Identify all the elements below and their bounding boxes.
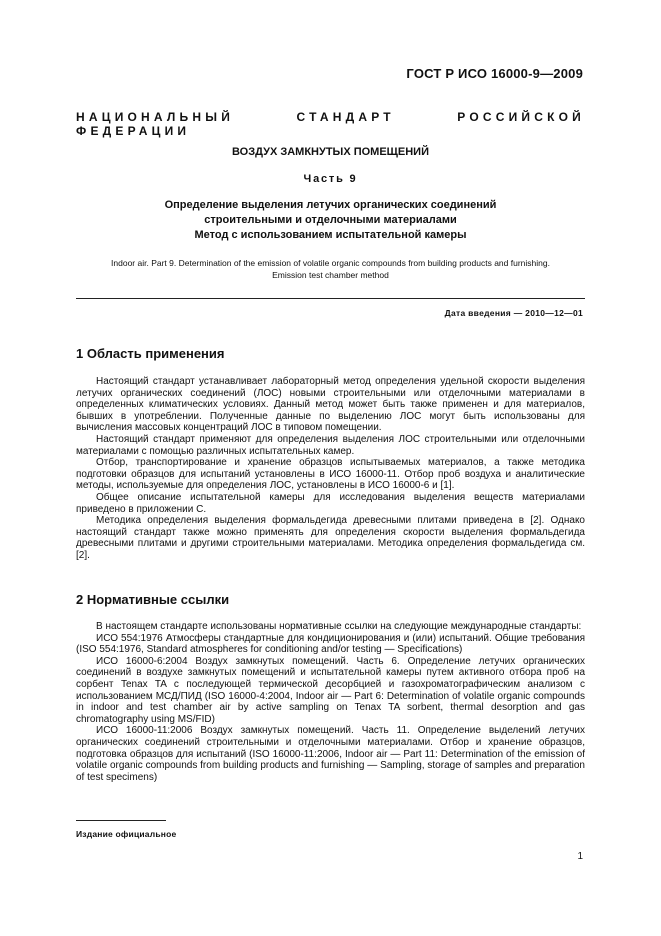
- document-part: Часть 9: [303, 173, 358, 185]
- document-title: ВОЗДУХ ЗАМКНУТЫХ ПОМЕЩЕНИЙ: [232, 146, 429, 158]
- section-1-body: [76, 376, 585, 562]
- paragraph: ИСО 16000-11:2006 Воздух замкнутых помещений. Часть 11. Определение выделений летучих органических соединений строительными и отделочными материалами. Отбор и хранение образцов, подготовка образцов для испытаний (ISO 16000-11:2006, Indoor air — Part 11: Determination of the emission of volatile organic compounds from building products and furnishing — Sampling, storage of samples and preparation of test specimens): [76, 725, 585, 783]
- paragraph: Настоящий стандарт применяют для определения выделения ЛОС строительными или отделочными материалами с помощью различных испытательных камер.: [76, 433, 585, 457]
- introduction-date: Дата введения — 2010—12—01: [444, 308, 583, 318]
- section-1-title: 1 Область применения: [76, 346, 225, 361]
- paragraph: Отбор, транспортирование и хранение образцов испытываемых материалов, а также методика подготовки образцов для испытаний установлены в ИСО 16000-11. Отбор проб воздуха и аналитические методы, используемые для определения ЛОС, установлены в ИСО 16000-6 и [1].: [76, 457, 585, 492]
- subtitle-line: Метод с использованием испытательной камеры: [194, 229, 467, 241]
- english-title-line: Indoor air. Part 9. Determination of the emission of volatile organic compounds from building products and furnishing.: [111, 258, 550, 268]
- section-2-body: [76, 621, 585, 783]
- paragraph: Общее описание испытательной камеры для исследования выделения веществ материалами приведено в приложении С.: [76, 491, 585, 515]
- english-title: [70, 257, 591, 281]
- english-title-line: Emission test chamber method: [272, 270, 389, 280]
- document-number: ГОСТ Р ИСО 16000-9—2009: [406, 66, 583, 81]
- paragraph: ИСО 16000-6:2004 Воздух замкнутых помещений. Часть 6. Определение летучих органических соединений в воздухе замкнутых помещений и испытательной камеры путем активного отбора проб на сорбент Tenax TA с последующей термической десорбцией и газохроматографическим анализом с использованием МСД/ПИД (ISO 16000-4:2004, Indoor air — Part 6: Determination of volatile organic compounds in indoor and test chamber air by active sampling on Tenax TA sorbent, thermal desorption and gas chromatography using MS/FID): [76, 655, 585, 725]
- page-number: 1: [577, 851, 583, 862]
- footer-divider: [76, 820, 166, 821]
- subtitle-line: строительными и отделочными материалами: [204, 214, 457, 226]
- section-2-title: 2 Нормативные ссылки: [76, 592, 230, 607]
- paragraph: ИСО 554:1976 Атмосферы стандартные для кондиционирования и (или) испытаний. Общие требования (ISO 554:1976, Standard atmospheres for conditioning and/or testing — Specifications): [76, 632, 585, 656]
- header-divider: [76, 298, 585, 299]
- paragraph: В настоящем стандарте использованы нормативные ссылки на следующие международные стандарты:: [96, 621, 582, 632]
- paragraph: Настоящий стандарт устанавливает лабораторный метод определения удельной скорости выделения летучих органических соединений (ЛОС) новыми строительными или отделочными материалами в определенных климатических условиях. Данный метод может быть также применен и для материалов, бывших в употреблении. Полученные данные по выделению ЛОС могут быть использованы для вычисления массовых концентраций ЛОС в типовом помещении.: [76, 376, 585, 434]
- document-subtitle: [76, 198, 585, 243]
- edition-label: Издание официальное: [76, 829, 177, 839]
- subtitle-line: Определение выделения летучих органических соединений: [164, 199, 497, 211]
- national-standard-heading: НАЦИОНАЛЬНЫЙ СТАНДАРТ РОССИЙСКОЙ ФЕДЕРАЦИИ: [76, 110, 585, 138]
- paragraph: Методика определения выделения формальдегида древесными плитами приведена в [2]. Однако настоящий стандарт также можно применять для определения скорости выделения формальдегида древесными плитами и другими строительными материалами. Методика определения формальдегида см. [2].: [76, 515, 585, 561]
